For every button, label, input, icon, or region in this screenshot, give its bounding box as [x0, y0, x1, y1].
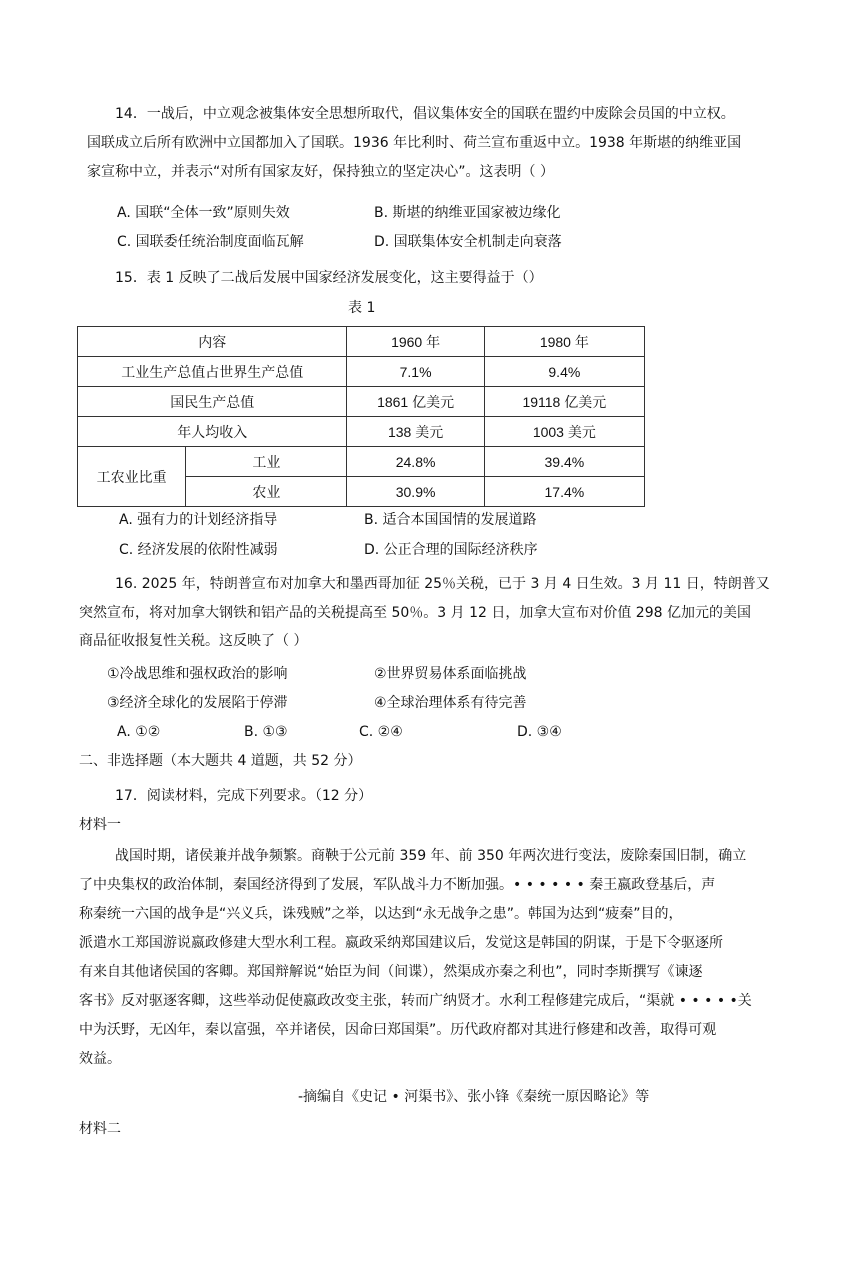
q15-option-d: D. 公正合理的国际经济秩序: [364, 542, 538, 558]
material-1-line: 称秦统一六国的战争是“兴义兵，诛残贼”之举，以达到“永无战争之患”。韩国为达到“疲秦”目的，: [79, 906, 683, 922]
q14-option-d: D. 国联集体安全机制走向衰落: [374, 234, 562, 250]
q16-option-d: D. ③④: [517, 724, 562, 740]
row-label: 工业: [186, 447, 347, 477]
q16-line-3: 商品征收报复性关税。这反映了（ ）: [79, 633, 308, 649]
material-1-line: 中为沃野，无凶年，秦以富强，卒并诸侯，因命曰郑国渠”。历代政府都对其进行修建和改善，取得可观: [79, 1022, 717, 1038]
q16-statement-2: ②世界贸易体系面临挑战: [374, 666, 527, 682]
q16-statement-4: ④全球治理体系有待完善: [374, 695, 527, 711]
table-row: [78, 417, 645, 447]
table-caption: 表 1: [348, 300, 376, 316]
material-1-line: 客书》反对驱逐客卿，这些举动促使嬴政改变主张，转而广纳贤才。水利工程修建完成后，“渠就 • • • • •关: [79, 993, 752, 1009]
q16-option-b: B. ①③: [244, 724, 288, 740]
q17-stem: 17．阅读材料，完成下列要求。（12 分）: [115, 788, 373, 804]
header-1980: 1980 年: [484, 327, 644, 357]
cell-1960: 138 美元: [347, 417, 484, 447]
cell-1960: 24.8%: [347, 447, 484, 477]
q14-line-1: 14．一战后，中立观念被集体安全思想所取代，倡议集体安全的国联在盟约中废除会员国的中立权。: [115, 106, 735, 122]
q16-line-1: 16. 2025 年，特朗普宣布对加拿大和墨西哥加征 25％关税，已于 3 月 4 日生效。3 月 11 日，特朗普又: [115, 576, 770, 592]
q14-line-3: 家宣称中立，并表示“对所有国家友好，保持独立的坚定决心”。这表明（ ）: [87, 164, 554, 180]
cell-1960: 30.9%: [347, 477, 484, 507]
q15-option-a: A. 强有力的计划经济指导: [119, 512, 278, 528]
q14-option-a: A. 国联“全体一致”原则失效: [117, 205, 290, 221]
cell-1980: 39.4%: [484, 447, 644, 477]
cell-1980: 9.4%: [484, 357, 644, 387]
q16-option-c: C. ②④: [359, 724, 403, 740]
section-heading: 二、非选择题（本大题共 4 道题，共 52 分）: [79, 753, 362, 769]
group-label: 工农业比重: [78, 447, 186, 507]
material-1-line: 有来自其他诸侯国的客卿。郑国辩解说“始臣为间（间谍），然渠成亦秦之利也”，同时李斯撰写《谏逐: [79, 964, 703, 980]
material-1-line: 战国时期，诸侯兼并战争频繁。商鞅于公元前 359 年、前 350 年两次进行变法，废除秦国旧制，确立: [115, 848, 747, 864]
table-row: [78, 387, 645, 417]
cell-1960: 7.1%: [347, 357, 484, 387]
q16-statement-3: ③经济全球化的发展陷于停滞: [107, 695, 288, 711]
q16-line-2: 突然宣布，将对加拿大钢铁和铝产品的关税提高至 50％。3 月 12 日，加拿大宣布对价值 298 亿加元的美国: [79, 605, 751, 621]
cell-1980: 1003 美元: [484, 417, 644, 447]
q15-option-b: B. 适合本国国情的发展道路: [364, 512, 537, 528]
table-row: [78, 447, 645, 477]
material-1-line: 效益。: [79, 1051, 121, 1067]
row-label: 年人均收入: [78, 417, 347, 447]
q16-statement-1: ①冷战思维和强权政治的影响: [107, 666, 288, 682]
material-2-label: 材料二: [79, 1121, 121, 1137]
q14-option-b: B. 斯堪的纳维亚国家被边缘化: [374, 205, 561, 221]
cell-1960: 1861 亿美元: [347, 387, 484, 417]
row-label: 国民生产总值: [78, 387, 347, 417]
q15-stem: 15．表 1 反映了二战后发展中国家经济发展变化，这主要得益于（）: [115, 270, 543, 286]
material-1-label: 材料一: [79, 817, 121, 833]
material-1-line: 了中央集权的政治体制，秦国经济得到了发展，军队战斗力不断加强。• • • • • • 秦王嬴政登基后，声: [79, 877, 716, 893]
header-content: 内容: [78, 327, 347, 357]
header-1960: 1960 年: [347, 327, 484, 357]
cell-1980: 19118 亿美元: [484, 387, 644, 417]
economy-table: [77, 326, 645, 507]
q16-option-a: A. ①②: [117, 724, 161, 740]
q14-line-2: 国联成立后所有欧洲中立国都加入了国联。1936 年比利时、荷兰宣布重返中立。1938 年斯堪的纳维亚国: [87, 135, 742, 151]
row-label: 农业: [186, 477, 347, 507]
table-row: [78, 357, 645, 387]
material-1-line: 派遣水工郑国游说嬴政修建大型水利工程。嬴政采纳郑国建议后，发觉这是韩国的阴谋，于是下令驱逐所: [79, 935, 723, 951]
source-citation: -摘编自《史记 • 河渠书》、张小锋《秦统一原因略论》等: [298, 1089, 650, 1105]
q15-option-c: C. 经济发展的依附性减弱: [119, 542, 278, 558]
row-label: 工业生产总值占世界生产总值: [78, 357, 347, 387]
q14-option-c: C. 国联委任统治制度面临瓦解: [117, 234, 304, 250]
table-header-row: [78, 327, 645, 357]
cell-1980: 17.4%: [484, 477, 644, 507]
